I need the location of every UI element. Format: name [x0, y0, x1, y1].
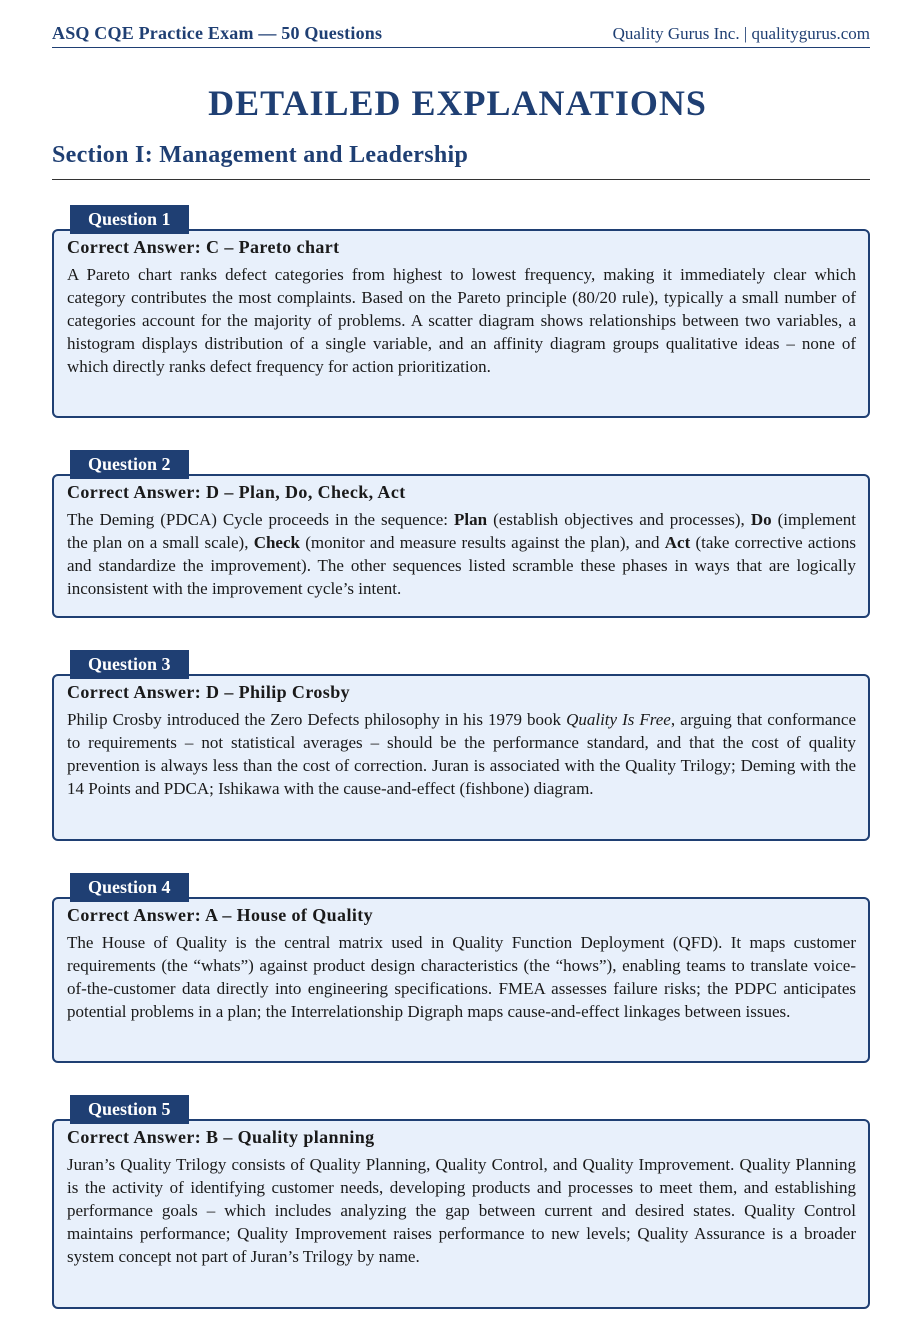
page-title: DETAILED EXPLANATIONS	[208, 83, 707, 123]
question-card-1	[52, 205, 870, 418]
answer-box	[52, 674, 870, 841]
answer-box	[52, 897, 870, 1063]
explanation-text: A Pareto chart ranks defect categories from highest to lowest frequency, making it immediately clear which category contributes the most complaints. Based on the Pareto principle (80/20 rule), typically a small number of categories account for the majority of problems. A scatter diagram shows relationships between two variables, a histogram displays distribution of a single variable, and an affinity diagram groups qualitative ideas – none of which directly ranks defect frequency for action prioritization.	[67, 265, 856, 376]
question-card-4	[52, 873, 870, 1063]
section-heading: Section I: Management and Leadership	[52, 142, 870, 180]
question-card-2	[52, 450, 870, 618]
question-label: Question 1	[70, 205, 189, 234]
explanation-segment: (establish objectives and processes),	[487, 510, 751, 529]
correct-answer: Correct Answer: A – House of Quality	[67, 905, 374, 925]
question-label: Question 4	[70, 873, 189, 902]
question-card-5	[52, 1095, 870, 1309]
correct-answer: Correct Answer: B – Quality planning	[67, 1127, 375, 1147]
explanation-segment: Philip Crosby introduced the Zero Defects philosophy in his 1979 book	[67, 710, 567, 729]
explanation-term-do: Do	[750, 510, 772, 529]
question-card-3	[52, 650, 870, 841]
explanation-text: The House of Quality is the central matrix used in Quality Function Deployment (QFD). It maps customer requirements (the “whats”) against product design characteristics (the “hows”), enabling teams to translate voice-of-the-customer data directly into engineering specifications. FMEA assesses failure risks; the PDPC anticipates potential problems in a plan; the Interrelationship Digraph maps cause-and-effect linkages between issues.	[67, 933, 856, 1021]
correct-answer: Correct Answer: C – Pareto chart	[67, 237, 340, 257]
header-publisher: Quality Gurus Inc. | qualitygurus.com	[612, 24, 870, 43]
explanation-term-act: Act	[664, 533, 691, 552]
book-title: Quality Is Free	[566, 710, 671, 729]
answer-box	[52, 229, 870, 418]
explanation-text	[67, 708, 856, 800]
header-exam-title: ASQ CQE Practice Exam — 50 Questions	[52, 23, 383, 43]
answer-box	[52, 474, 870, 618]
explanation-segment: The Deming (PDCA) Cycle proceeds in the sequence:	[67, 510, 455, 529]
explanation-segment: (monitor and measure results against the plan), and	[299, 533, 665, 552]
explanation-segment: , arguing that conformance to requirements – not statistical averages – should be the performance standard, and that the cost of quality prevention is always less than the cost of correction. Juran is associated with the Quality Trilogy; Deming with the 14 Points and PDCA; Ishikawa with the cause-and-effect (fishbone) diagram.	[67, 710, 856, 798]
explanation-term-plan: Plan	[454, 510, 488, 529]
question-label: Question 5	[70, 1095, 189, 1124]
question-label: Question 2	[70, 450, 189, 479]
explanation-segment: (implement the plan on a small scale),	[67, 510, 856, 552]
explanation-term-check: Check	[253, 533, 300, 552]
explanation-text	[67, 508, 856, 600]
question-label: Question 3	[70, 650, 189, 679]
answer-box	[52, 1119, 870, 1309]
explanation-text: Juran’s Quality Trilogy consists of Quality Planning, Quality Control, and Quality Improvement. Quality Planning is the activity of identifying customer needs, developing products and processes to meet them, and establishing performance goals – which includes analyzing the gap between current and desired states. Quality Control maintains performance; Quality Improvement raises performance to new levels; Quality Assurance is a broader system concept not part of Juran’s Trilogy by name.	[67, 1155, 856, 1266]
correct-answer: Correct Answer: D – Philip Crosby	[67, 682, 351, 702]
correct-answer: Correct Answer: D – Plan, Do, Check, Act	[67, 482, 406, 502]
page-header	[52, 22, 870, 48]
explanation-segment: (take corrective actions and standardize the improvement). The other sequences listed scramble these phases in ways that are logically inconsistent with the improvement cycle’s intent.	[67, 533, 857, 598]
